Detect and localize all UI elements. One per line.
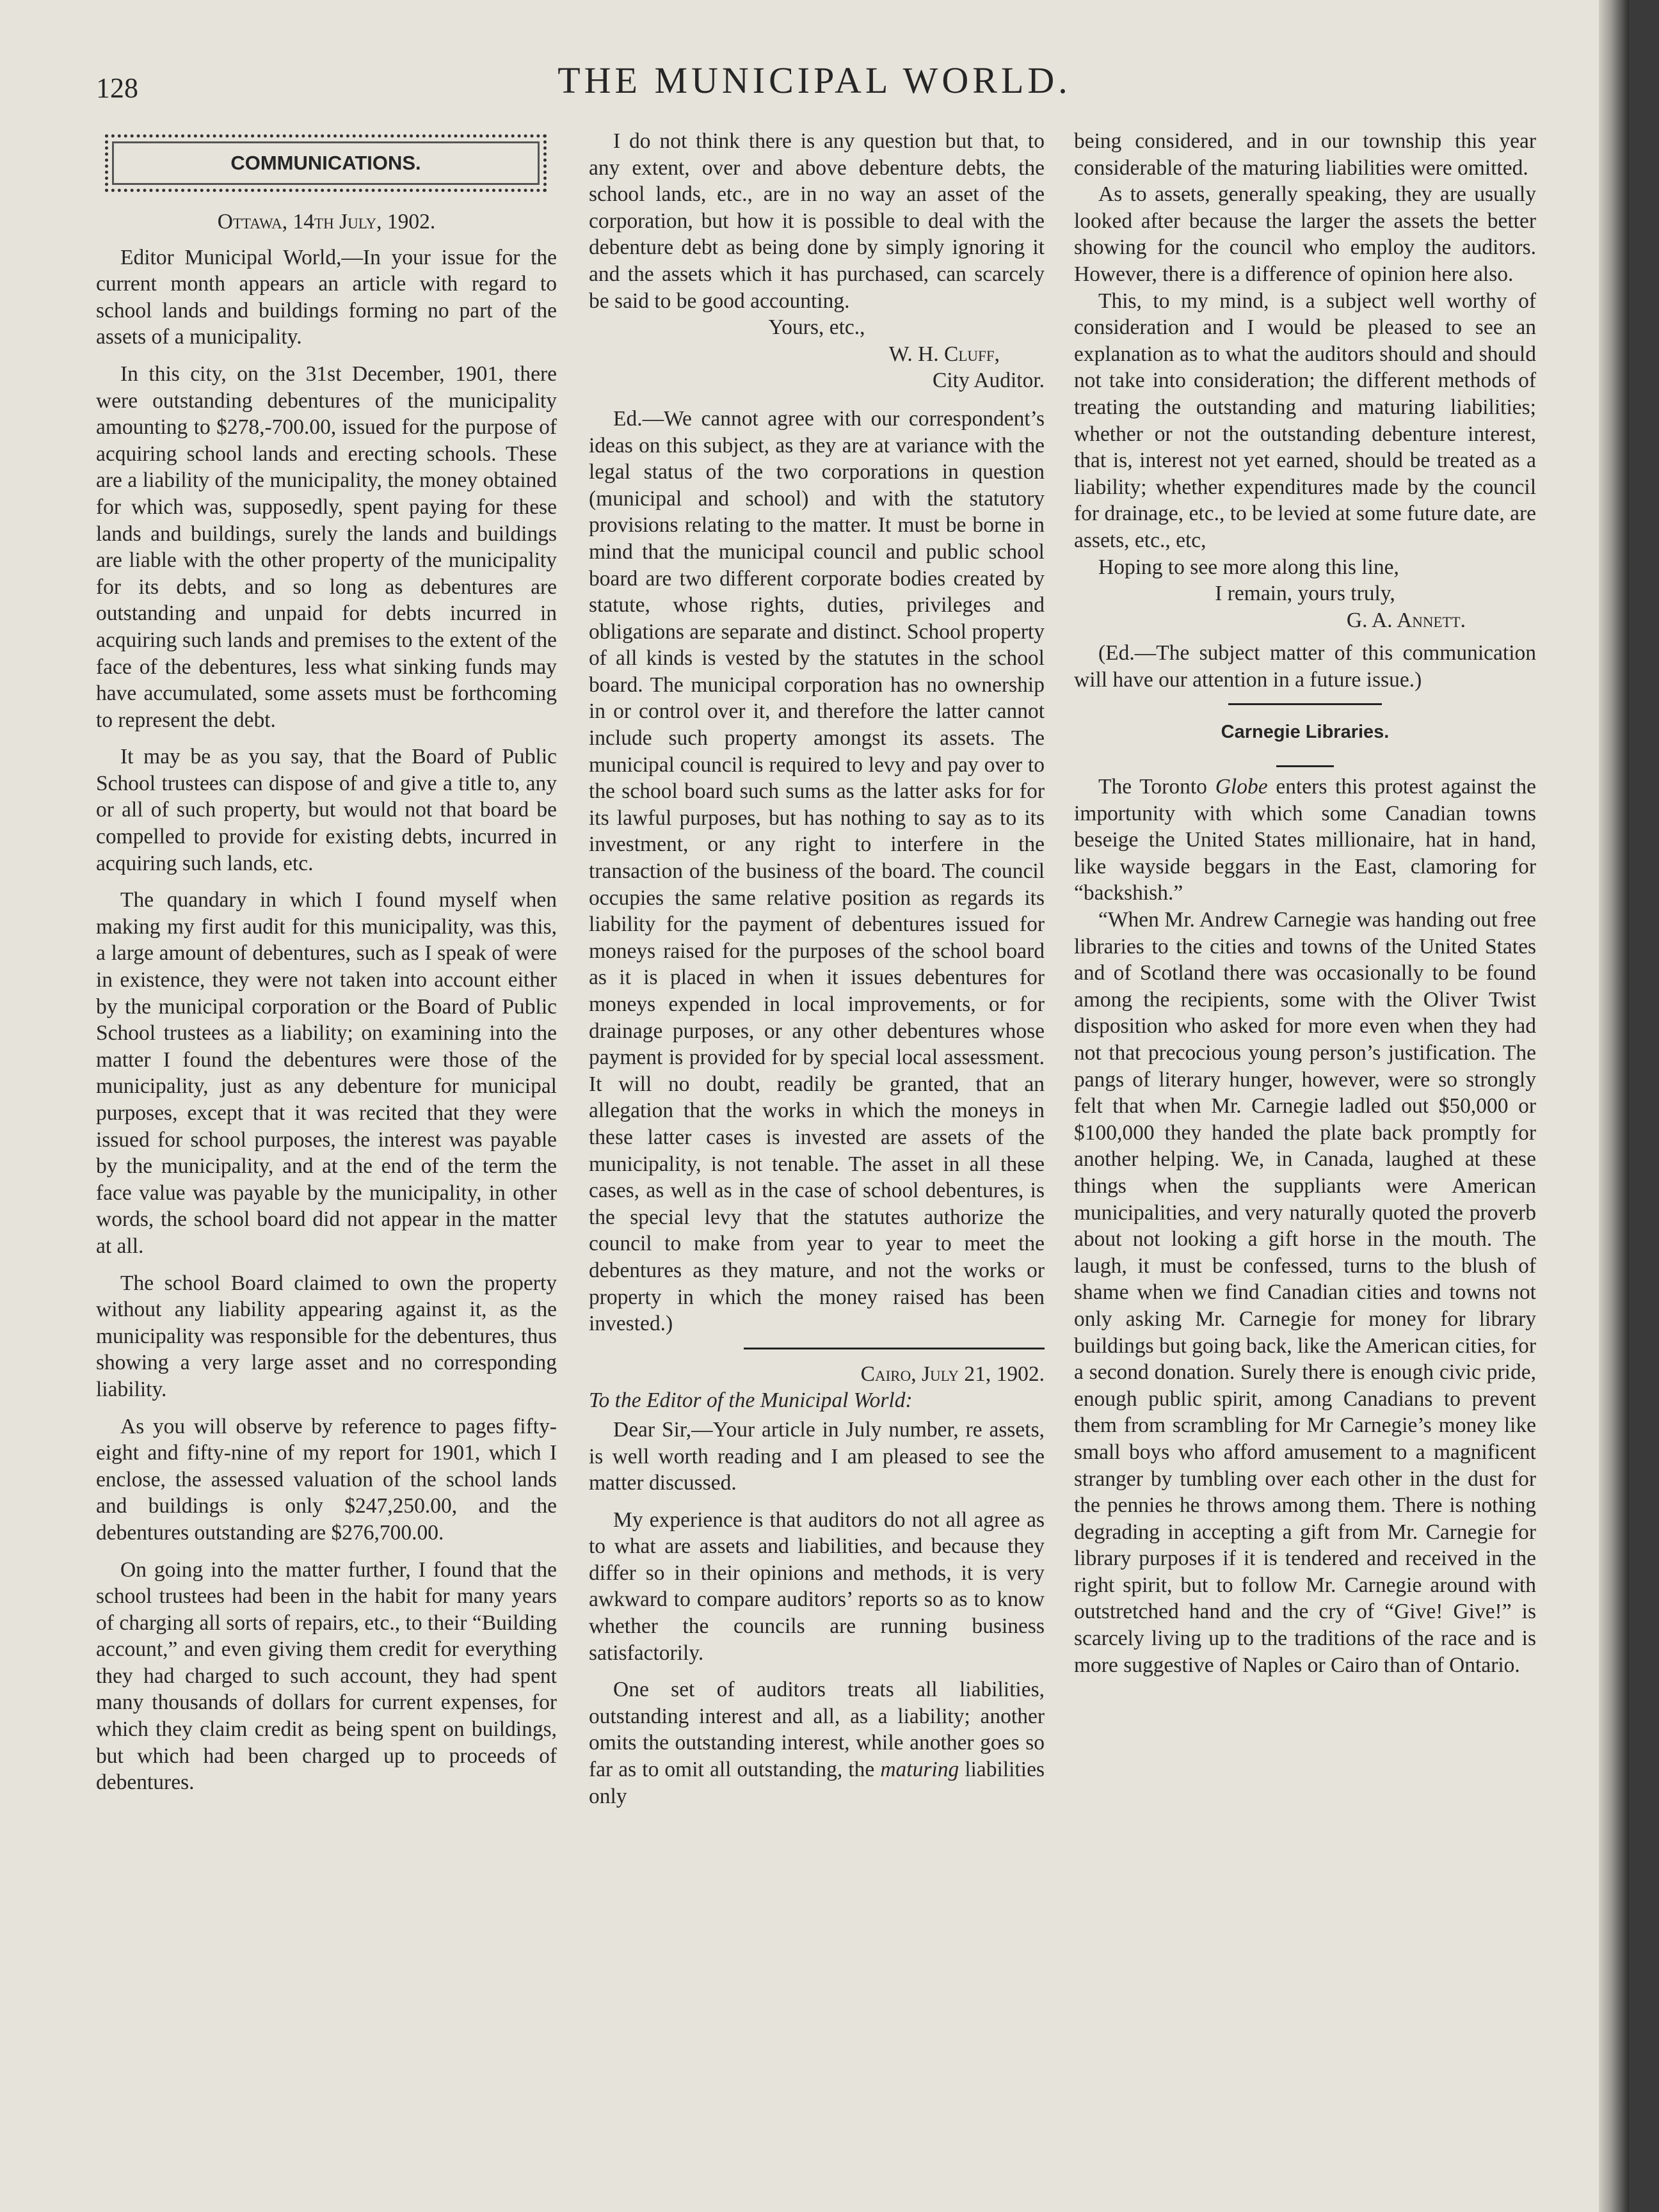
column-3 [1074,128,1536,1678]
column-2 [589,128,1045,1820]
letter-closing: Yours, etc., [768,315,865,340]
text-run: liabilities only [589,1758,1045,1808]
divider [744,1348,1045,1349]
paragraph [589,1676,1045,1810]
paragraph: On going into the matter further, I found that the school trustees had been in the habit for many years of charging all sorts of repairs, etc., to their “Building account,” and even giving them credit for everything they had charged to such account, they had spent many thousands of dollars for current expenses, for which they claim credit as being spent on buildings, but which had been charged up to proceeds of debentures. [96,1557,557,1795]
page-number: 128 [96,72,138,104]
paragraph: being considered, and in our township this year considerable of the maturing liabilities were omitted. [1074,129,1536,180]
paragraph: The school Board claimed to own the property without any liability appearing against it, as the municipality was responsible for the debentures, thus showing a very large asset and no corresponding liability. [96,1271,557,1401]
editor-note: (Ed.—The subject matter of this communication will have our attention in a future issue.) [1074,641,1536,692]
dateline: Cairo, July 21, 1902. [860,1362,1045,1386]
section-heading: COMMUNICATIONS. [230,152,421,175]
signature-title: City Auditor. [933,369,1045,393]
text-run-italic: Globe [1215,775,1268,799]
subheading: Carnegie Libraries. [1221,722,1390,743]
paragraph: As you will observe by reference to pages fifty-eight and fifty-nine of my report for 1901, which I enclose, the assessed valuation of the school lands and buildings is only $247,250.00, and the debentures outstanding are $276,700.00. [96,1414,557,1545]
paragraph: Editor Municipal World,—In your issue for the current month appears an article with regard to school lands and buildings forming no part of the assets of a municipality. [96,245,557,349]
text-run: One set of auditors treats all liabilities, outstanding interest and all, as a liability; another omits the outstanding interest, while another goes so far as to omit all outstanding, the [589,1678,1045,1782]
signature-name: G. A. Annett. [1346,608,1466,632]
editor-note: Ed.—We cannot agree with our correspondent’s ideas on this subject, as they are at variance with the legal status of the two corporations in question (municipal and school) and with the statutory provisions relating to the matter. It must be borne in mind that the municipal council and public school board are two different corporate bodies created by statute, whose rights, duties, privileges and obligations are separate and distinct. School property of all kinds is vested by the statutes in the school board. The municipal corporation has no ownership in or control over it, and therefore the latter cannot include such property amongst its assets. The municipal council is required to levy and pay over to the school board such sums as the latter asks for for its lawful purposes, but has nothing to say as to its investment, or any right to interfere in the transaction of the business of the board. The council occupies the same relative position as regards its liability for the payment of debentures issued for moneys raised for the purposes of the school board as it is placed in when it issues debentures for moneys expended in local improvements, or for drainage purposes, or any other debentures whose payment is provided for by special local assessment. It will no doubt, readily be granted, that an allegation that the works in which the moneys in these latter cases is invested are assets of the municipality, is not tenable. The asset in all these cases, as well as in the case of school debentures, is the special levy that the statutes authorize the council to make from year to year to meet the debentures as they mature, and not the works or property in which the money raised has been invested.) [589,406,1045,1336]
divider [1228,703,1382,705]
signature-name: W. H. Cluff, [888,342,1000,366]
paragraph: Hoping to see more along this line, [1098,555,1399,579]
section-heading-box [105,134,547,192]
salutation: To the Editor of the Municipal World: [589,1388,913,1413]
text-run-italic: maturing [880,1758,959,1782]
dateline: Ottawa, 14th July, 1902. [217,210,436,234]
column-1 [96,128,557,1806]
paragraph [1074,774,1536,907]
paragraph: Dear Sir,—Your article in July number, re assets, is well worth reading and I am pleased to see the matter discussed. [589,1417,1045,1495]
letter-closing: I remain, yours truly, [1215,582,1395,606]
short-divider [1276,765,1334,767]
text-run: enters this protest against the importunity with which some Canadian towns beseige the United States millionaire, hat in hand, like wayside beggars in the East, clamoring for “backshish.” [1074,775,1536,905]
paragraph: In this city, on the 31st December, 1901, there were outstanding debentures of the municipality amounting to $278,-700.00, issued for the purpose of acquiring school lands and erecting schools. These are a liability of the municipality, the money obtained for which was, supposedly, spent paying for these lands and buildings, surely the lands and buildings are liable with the other property of the municipality for its debts, and so long as debentures are outstanding and unpaid for debts incurred in acquiring such lands and premises to the extent of the face of the debentures, less what sinking funds may have accumulated, some assets must be forthcoming to represent the debt. [96,362,557,732]
paragraph: This, to my mind, is a subject well worthy of consideration and I would be pleased to see an explanation as to what the auditors should and should not take into consideration; the different methods of treating the outstanding and maturing liabilities; whether or not the outstanding debenture interest, that is, interest not yet earned, should be treated as a liability; whether expenditures made by the council for drainage, etc., to be levied at some future date, are assets, etc., etc, [1074,289,1536,552]
paragraph: The quandary in which I found myself when making my first audit for this municipality, was this, a large amount of debentures, such as I speak of were in existence, they were not taken into account either by the municipal corporation or the Board of Public School trustees as a liability; on examining into the matter I found the debentures were those of the municipality, just as any debenture for municipal purposes, except that it was recited that they were issued for school purposes, the interest was payable by the municipality, and at the end of the term the face value was payable by the municipality, in other words, the school board did not appear in the matter at all. [96,888,557,1258]
page-title: THE MUNICIPAL WORLD. [557,60,1071,101]
paragraph: “When Mr. Andrew Carnegie was handing out free libraries to the cities and towns of the United States and of Scotland there was occasionally to be found among the recipients, some with the Oliver Twist disposition who asked for more even when they had not that precocious young person’s justification. The pangs of literary hunger, however, were so strongly felt that when Mr. Carnegie ladled out $50,000 or $100,000 they handed the plate back promptly for another helping. We, in Canada, laughed at these things when the suppliants were American municipalities, and very naturally quoted the proverb about not looking a gift horse in the mouth. The laugh, it must be confessed, turns to the blush of shame when we find Canadian cities and towns not only asking Mr. Carnegie for money for library buildings but going back, like the American cities, for a second donation. Surely there is enough civic pride, enough public spirit, among Canadians to prevent them from scrambling for Mr Carnegie’s money like small boys who afford amusement to a magnificent stranger by tumbling over each other in the dust for the pennies he throws among them. There is nothing degrading in accepting a gift from Mr. Carnegie for library purposes if it is tendered and received in the right spirit, but to follow Mr. Carnegie around with outstretched hand and the cry of “Give! Give!” is scarcely living up to the traditions of the race and is more suggestive of Naples or Cairo than of Ontario. [1074,908,1536,1677]
page-edge [1599,0,1629,2212]
paragraph: My experience is that auditors do not all agree as to what are assets and liabilities, and because they differ so in their opinions and methods, it is very awkward to compare auditors’ reports so as to know whether the councils are running business satisfactorily. [589,1508,1045,1665]
text-run: The Toronto [1098,775,1215,799]
paragraph: I do not think there is any question but that, to any extent, over and above debenture debts, the school lands, etc., are in no way an asset of the corporation, but how it is possible to deal with the debenture debt as being done by simply ignoring it and the assets which it has purchased, can scarcely be said to be good accounting. [589,129,1045,313]
paragraph: As to assets, generally speaking, they are usually looked after because the larger the assets the better showing for the council who employ the auditors. However, there is a difference of opinion here also. [1074,182,1536,286]
paragraph: It may be as you say, that the Board of Public School trustees can dispose of and give a title to, any or all of such property, but would not that board be compelled to provide for existing debts, incurred in acquiring such lands, etc. [96,745,557,875]
